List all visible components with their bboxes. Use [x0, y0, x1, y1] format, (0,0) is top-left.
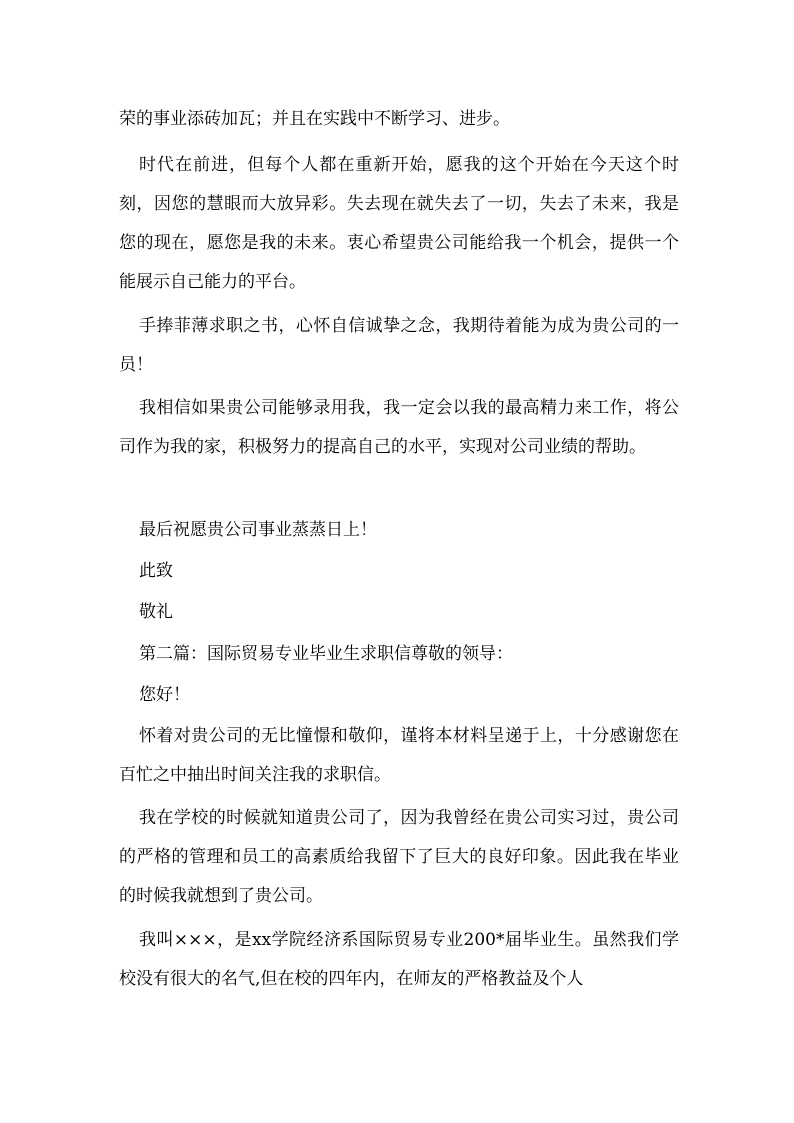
greeting: 您好！	[139, 685, 190, 705]
paragraph-2: 时代在前进，但每个人都在重新开始，愿我的这个开始在今天这个时刻，因您的慧眼而大放异彩。失去现在就失去了一切，失去了未来，我是您的现在，愿您是我的未来。衷心希望贵公司能给我一个机会，提供一个能展示自己能力的平台。	[119, 155, 679, 292]
closing-regards: 敬礼	[139, 602, 173, 622]
section-heading: 第二篇：国际贸易专业毕业生求职信尊敬的领导：	[139, 644, 513, 664]
paragraph-4: 我相信如果贵公司能够录用我，我一定会以我的最高精力来工作，将公司作为我的家，积极努力的提高自己的水平，实现对公司业绩的帮助。	[119, 398, 679, 457]
closing-salutation: 此致	[139, 561, 173, 581]
paragraph-7: 我在学校的时候就知道贵公司了，因为我曾经在贵公司实习过，贵公司的严格的管理和员工的高素质给我留下了巨大的良好印象。因此我在毕业的时候我就想到了贵公司。	[119, 808, 679, 906]
paragraph-5: 最后祝愿贵公司事业蒸蒸日上！	[139, 520, 377, 540]
paragraph-1: 荣的事业添砖加瓦；并且在实践中不断学习、进步。	[119, 109, 510, 129]
paragraph-8: 我叫×××，是xx学院经济系国际贸易专业200*届毕业生。虽然我们学校没有很大的名气,但在校的四年内，在师友的严格教益及个人	[119, 930, 679, 989]
paragraph-3: 手捧菲薄求职之书，心怀自信诚挚之念，我期待着能为成为贵公司的一员！	[119, 316, 679, 375]
paragraph-6: 怀着对贵公司的无比憧憬和敬仰，谨将本材料呈递于上，十分感谢您在百忙之中抽出时间关注我的求职信。	[119, 726, 679, 785]
